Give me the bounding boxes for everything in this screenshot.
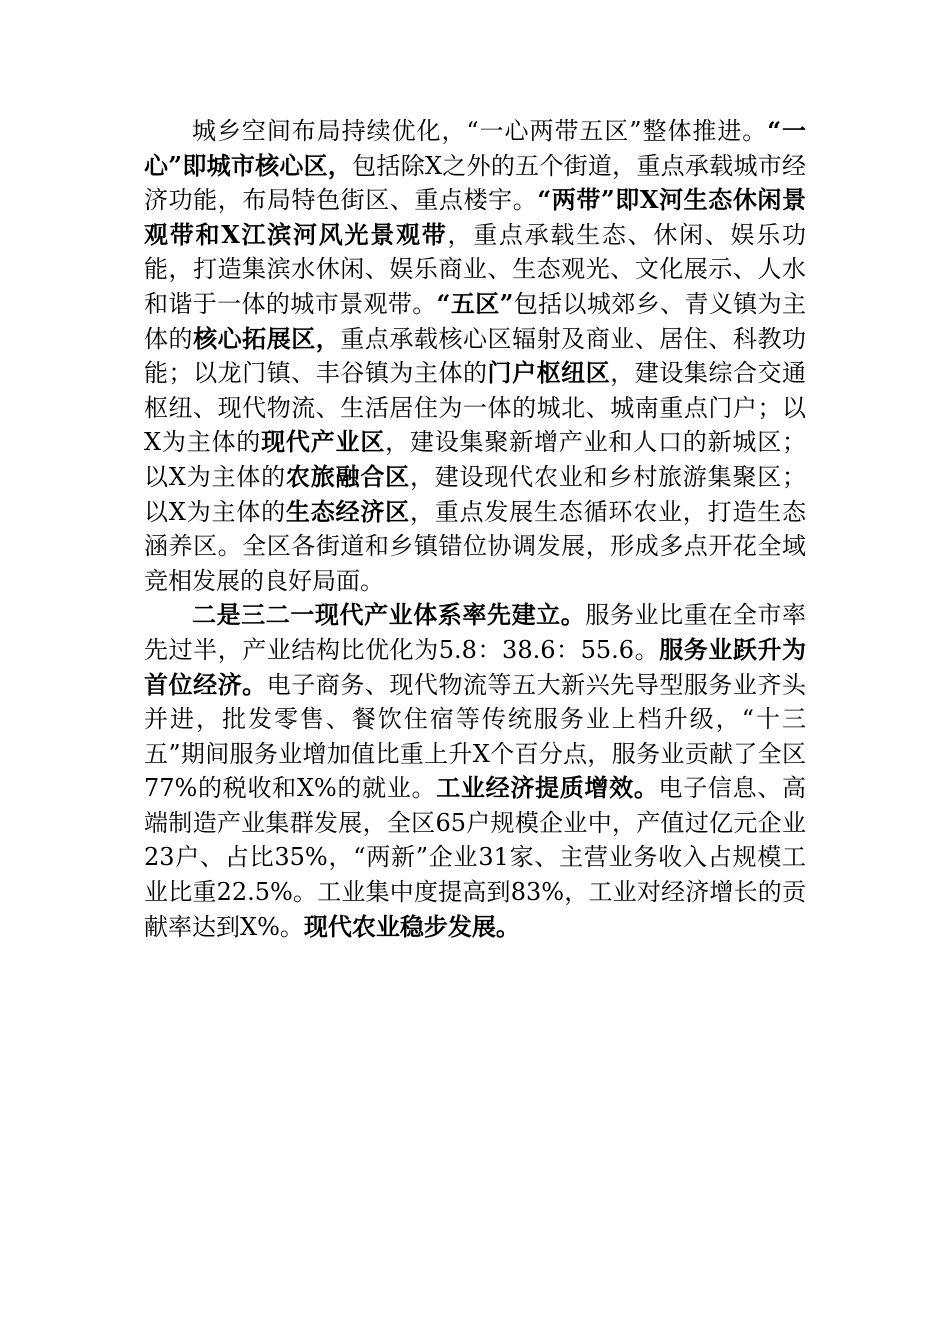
bold-run: 现代产业区 bbox=[261, 427, 386, 457]
bold-run: 服务业跃升为首位经济。 bbox=[144, 634, 807, 699]
bold-run: 核心拓展区， bbox=[193, 323, 341, 353]
bold-run: 农旅融合区 bbox=[285, 461, 410, 491]
bold-run: “一心”即城市核心区， bbox=[144, 116, 806, 180]
document-body bbox=[144, 114, 806, 944]
text-run: ，建设集综合交通枢纽、现代物流、生活居住为一体的城北、城南重点门户；以X为主体的 bbox=[144, 359, 807, 457]
paragraph-industry-system bbox=[144, 598, 806, 944]
bold-run: “两带”即X河生态休闲景观带和X江滨河风光景观带 bbox=[144, 185, 806, 249]
bold-run: 生态经济区 bbox=[285, 496, 410, 526]
text-run: 电子商务、现代物流等五大新兴先导型服务业齐头并进，批发零售、餐饮住宿等传统服务业上档升级，“十三五”期间服务业增加值比重上升X个百分点，服务业贡献了全区77%的税收和X%的就业。 bbox=[144, 670, 807, 803]
text-run: 城乡空间布局持续优化，“一心两带五区”整体推进。 bbox=[192, 117, 768, 145]
text-run: 重点承载核心区辐射及商业、居住、科教功能；以龙门镇、丰谷镇为主体的 bbox=[144, 324, 807, 388]
text-run: ，建设现代农业和乡村旅游集聚区；以X为主体的 bbox=[144, 462, 807, 526]
text-run: ，建设集聚新增产业和人口的新城区；以X为主体的 bbox=[144, 428, 807, 491]
bold-run: 二是三二一现代产业体系率先建立。 bbox=[192, 600, 586, 630]
bold-run: 现代农业稳步发展。 bbox=[303, 911, 520, 941]
paragraph-spatial-layout bbox=[144, 114, 806, 598]
bold-run: 门户枢纽区 bbox=[487, 358, 611, 388]
text-run: ，重点发展生态循环农业，打造生态涵养区。全区各街道和乡镇错位协调发展，形成多点开花全域竞相发展的良好局面。 bbox=[144, 497, 807, 595]
text-run: 服务业比重在全市率先过半，产业结构比优化为5.8：38.6：55.6。 bbox=[144, 601, 807, 664]
text-run: 包括以城郊乡、青义镇为主体的 bbox=[144, 289, 807, 353]
bold-run: “五区” bbox=[436, 288, 514, 318]
text-run: 电子信息、高端制造产业集群发展，全区65户规模企业中，产值过亿元企业23户、占比35%，“两新”企业31家、主营业务收入占规模工业比重22.5%。工业集中度提高到83%，工业对经济增长的贡献率达到X%。 bbox=[144, 774, 807, 941]
text-run: 包括除X之外的五个街道，重点承载城市经济功能，布局特色街区、重点楼宇。 bbox=[144, 151, 806, 215]
text-run: ，重点承载生态、休闲、娱乐功能，打造集滨水休闲、娱乐商业、生态观光、文化展示、人水和谐于一体的城市景观带。 bbox=[144, 220, 807, 318]
bold-run: 工业经济提质增效。 bbox=[436, 773, 659, 803]
